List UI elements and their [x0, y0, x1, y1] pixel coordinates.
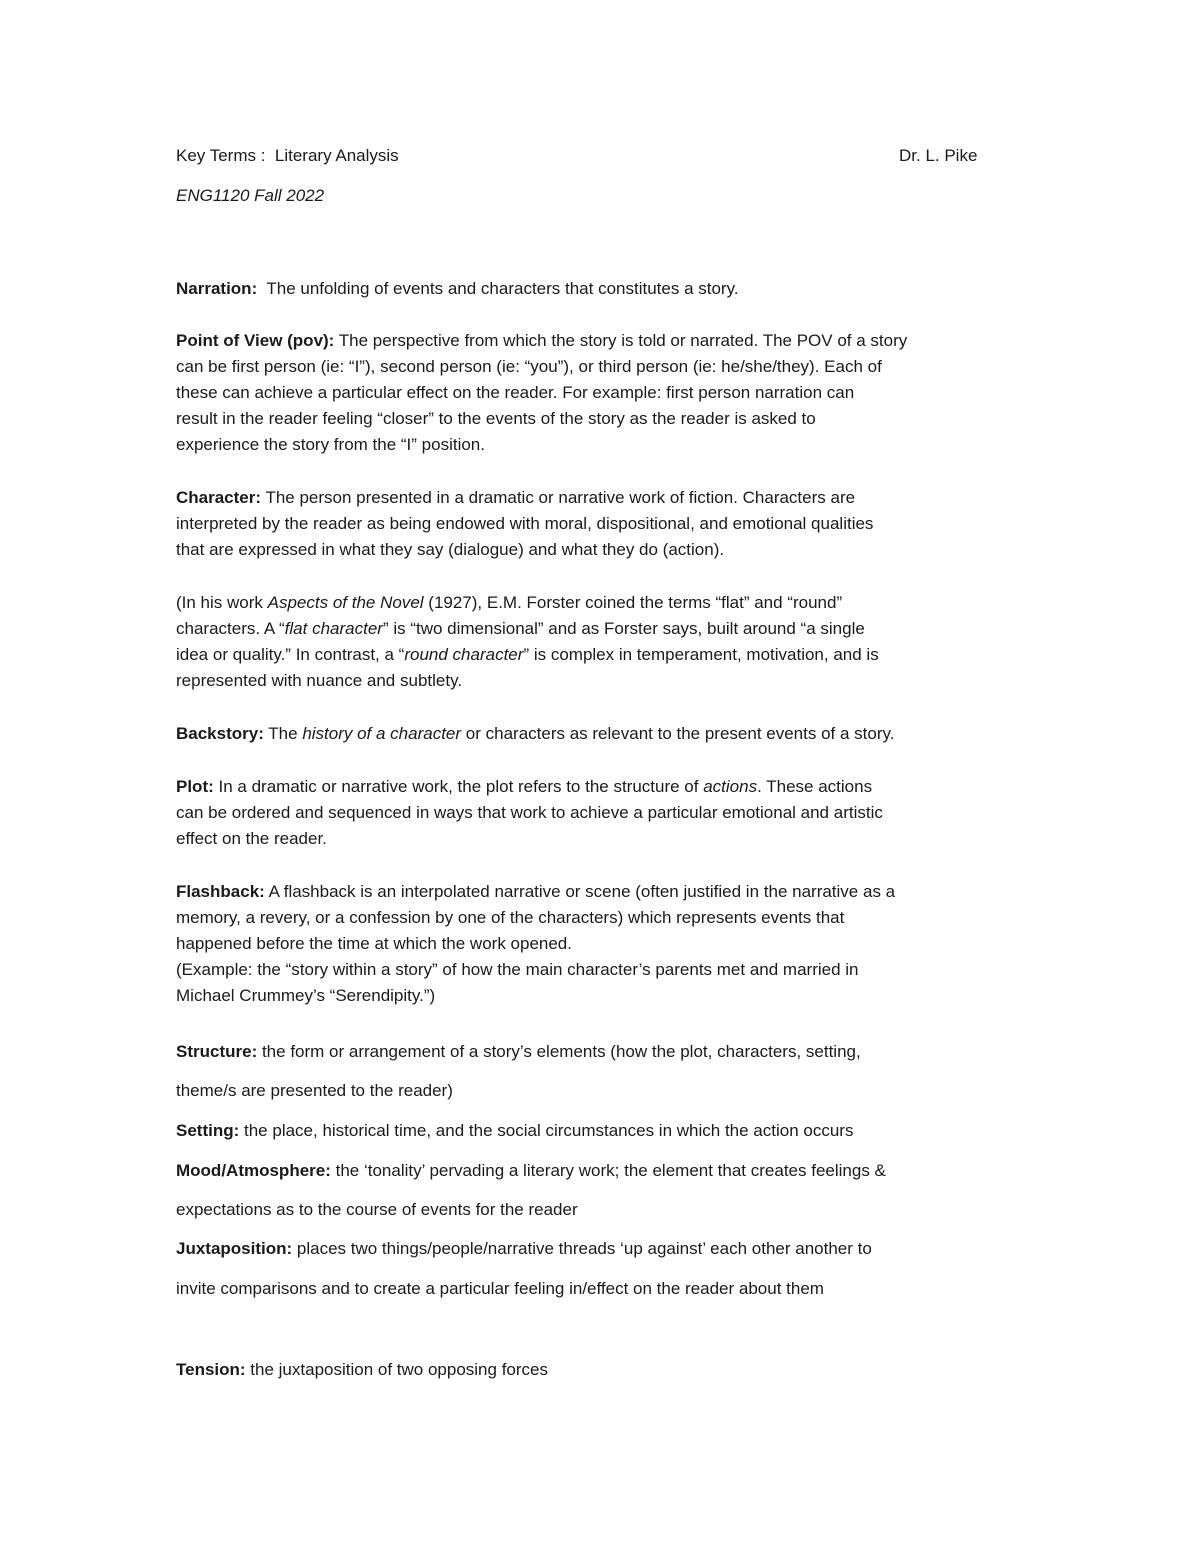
- entry-mood-line-1: [176, 1160, 886, 1182]
- forster-text: idea or quality.” In contrast, a “: [176, 645, 405, 664]
- forster-line-1: [176, 592, 842, 614]
- entry-juxtaposition-line-1: [176, 1238, 872, 1260]
- entry-mood-line-2: expectations as to the course of events for the reader: [176, 1200, 578, 1219]
- def-backstory: or characters as relevant to the present events of a story.: [461, 724, 895, 743]
- forster-text: ” is “two dimensional” and as Forster says, built around “a single: [382, 619, 865, 638]
- entry-flashback-line-3: happened before the time at which the work opened.: [176, 934, 572, 953]
- entry-structure-line-2: theme/s are presented to the reader): [176, 1081, 453, 1100]
- entry-flashback-line-4: (Example: the “story within a story” of how the main character’s parents met and married in: [176, 960, 859, 979]
- entry-character-line-1: [176, 487, 855, 509]
- term-juxtaposition: Juxtaposition:: [176, 1239, 293, 1258]
- forster-line-4: represented with nuance and subtlety.: [176, 671, 463, 690]
- entry-structure-line-1: [176, 1041, 861, 1063]
- term-pov: Point of View (pov):: [176, 331, 335, 350]
- forster-text: characters. A “: [176, 619, 285, 638]
- entry-plot-line-1: [176, 776, 872, 798]
- forster-text: (1927), E.M. Forster coined the terms “flat” and “round”: [423, 593, 843, 612]
- def-pov-1: The perspective from which the story is told or narrated. The POV of a story: [334, 331, 908, 350]
- entry-plot-line-2: can be ordered and sequenced in ways that work to achieve a particular emotional and artistic: [176, 803, 883, 822]
- flat-character-term: flat character: [284, 619, 383, 638]
- entry-plot-line-3: effect on the reader.: [176, 829, 327, 848]
- entry-pov-line-4: result in the reader feeling “closer” to the events of the story as the reader is asked to: [176, 409, 816, 428]
- entry-pov-line-3: these can achieve a particular effect on the reader. For example: first person narration can: [176, 383, 855, 402]
- entry-pov-line-1: [176, 330, 907, 352]
- def-setting: the place, historical time, and the social circumstances in which the action occurs: [239, 1121, 854, 1140]
- entry-setting: [176, 1120, 853, 1142]
- course-label: [176, 185, 324, 207]
- def-plot: . These actions: [757, 777, 873, 796]
- book-title: Aspects of the Novel: [267, 593, 424, 612]
- course-text: ENG1120 Fall 2022: [176, 186, 325, 205]
- def-backstory: The: [263, 724, 303, 743]
- forster-text: ” is complex in temperament, motivation, and is: [523, 645, 879, 664]
- forster-line-2: [176, 618, 865, 640]
- entry-narration: [176, 278, 739, 300]
- entry-pov-line-5: experience the story from the “I” position.: [176, 435, 485, 454]
- term-narration: Narration:: [176, 279, 258, 298]
- term-backstory: Backstory:: [176, 724, 264, 743]
- term-plot: Plot:: [176, 777, 214, 796]
- term-mood: Mood/Atmosphere:: [176, 1161, 331, 1180]
- def-structure: the form or arrangement of a story’s elements (how the plot, characters, setting,: [257, 1042, 861, 1061]
- entry-character-line-2: interpreted by the reader as being endowed with moral, dispositional, and emotional qualities: [176, 514, 874, 533]
- forster-text: (In his work: [176, 593, 268, 612]
- term-structure: Structure:: [176, 1042, 258, 1061]
- def-juxtaposition: places two things/people/narrative threads ‘up against’ each other another to: [292, 1239, 872, 1258]
- entry-character-line-3: that are expressed in what they say (dialogue) and what they do (action).: [176, 540, 725, 559]
- entry-flashback-line-5: Michael Crummey’s “Serendipity.”): [176, 986, 436, 1005]
- def-flashback: A flashback is an interpolated narrative or scene (often justified in the narrative as a: [264, 882, 896, 901]
- def-plot: In a dramatic or narrative work, the plot refers to the structure of: [213, 777, 704, 796]
- def-backstory-emphasis: history of a character: [302, 724, 462, 743]
- entry-tension: [176, 1359, 548, 1381]
- term-setting: Setting:: [176, 1121, 240, 1140]
- author-name: Dr. L. Pike: [899, 146, 978, 165]
- entry-pov-line-2: can be first person (ie: “I”), second person (ie: “you”), or third person (ie: he/she/they). Each of: [176, 357, 882, 376]
- entry-backstory: [176, 723, 894, 745]
- def-tension: the juxtaposition of two opposing forces: [245, 1360, 548, 1379]
- forster-line-3: [176, 644, 879, 666]
- def-mood: the ‘tonality’ pervading a literary work; the element that creates feelings &: [330, 1161, 886, 1180]
- term-flashback: Flashback:: [176, 882, 265, 901]
- round-character-term: round character: [404, 645, 524, 664]
- def-narration: The unfolding of events and characters that constitutes a story.: [257, 279, 739, 298]
- entry-flashback-line-1: [176, 881, 895, 903]
- entry-juxtaposition-line-2: invite comparisons and to create a particular feeling in/effect on the reader about them: [176, 1279, 824, 1298]
- entry-flashback-line-2: memory, a revery, or a confession by one of the characters) which represents events that: [176, 908, 845, 927]
- def-plot-emphasis: actions: [703, 777, 758, 796]
- document-title: Key Terms : Literary Analysis: [176, 146, 399, 165]
- term-tension: Tension:: [176, 1360, 246, 1379]
- def-character-1: The person presented in a dramatic or narrative work of fiction. Characters are: [261, 488, 856, 507]
- term-character: Character:: [176, 488, 262, 507]
